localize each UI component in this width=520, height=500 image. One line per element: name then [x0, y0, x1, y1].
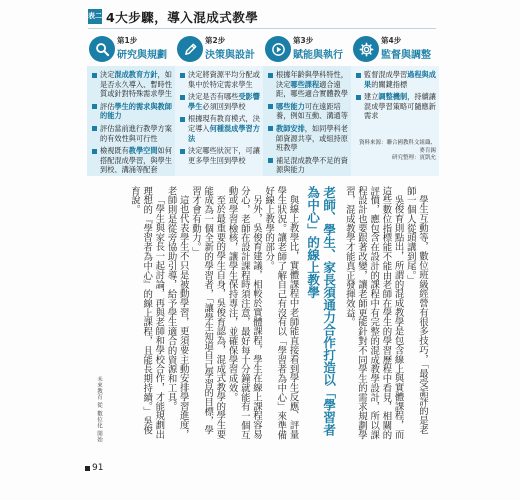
list-item	[92, 70, 172, 99]
step-number: 第2步	[205, 36, 226, 45]
bullet-square-icon	[268, 73, 273, 78]
research-credit: 研究整理：賓凱允	[391, 155, 436, 161]
list-item	[180, 70, 260, 89]
step-body	[175, 66, 263, 176]
list-item	[268, 156, 348, 175]
step-header	[87, 32, 175, 66]
step-name: 監督與調整	[381, 50, 431, 61]
bullet-square-icon	[268, 126, 273, 131]
page-number-marker	[85, 466, 90, 471]
pencil-icon	[177, 36, 203, 62]
bullet-square-icon	[180, 149, 185, 154]
bullet-text: 根據現有教育模式，決定導入何種混成學習方法	[188, 114, 260, 143]
step-1	[87, 32, 175, 176]
list-item	[268, 124, 348, 153]
article-body	[100, 186, 428, 440]
bullet-square-icon	[356, 95, 361, 100]
bullet-text: 建立調整機制，持續讓混成學習策略可隨應新需求	[364, 92, 436, 121]
step-body	[87, 66, 175, 176]
list-item	[180, 114, 260, 143]
page-number: 91	[92, 463, 104, 473]
step-number: 第1步	[117, 36, 138, 45]
step-header	[263, 32, 351, 66]
bullet-square-icon	[180, 95, 185, 100]
figure-source	[356, 140, 436, 163]
step-body	[263, 66, 351, 176]
bullet-square-icon	[92, 73, 97, 78]
bullet-text: 決定混成教育方針，如是否永久導入、暫時性質或針對特殊需求學生	[100, 70, 172, 99]
bullet-text: 教師安排，如同學科老師資源共享，或組持原班教學	[276, 123, 348, 153]
bullet-square-icon	[92, 104, 97, 109]
article-paragraph: 「學生與家長一起討論，再與老師和學校合作，才能規劃出理想的『學習者為中心』的線上課程，且能長期持續。」吳俊育說。	[128, 186, 165, 440]
list-item	[356, 70, 436, 89]
step-2	[175, 32, 263, 176]
step-number: 第3步	[293, 36, 314, 45]
step-header	[175, 32, 263, 66]
bullet-text: 根據年齡與學科特性，決定哪些課程適合遠距，哪些適合實體教學	[276, 70, 348, 99]
list-item	[92, 102, 172, 121]
list-item	[180, 92, 260, 111]
bullet-text: 監督混成學習過程與成果的關鍵指標	[364, 70, 436, 89]
article-paragraph: 另外，吳俊育建議，相較於實體課程，學生在線上課程容易分心，老師在設計課程時須注意，最好每十分鐘就能有一個互動或學習檢核，讓學生保持專注，並確保學習成效。	[226, 186, 262, 440]
bullet-square-icon	[268, 158, 273, 163]
bullet-square-icon	[268, 104, 273, 109]
source-line: 資料來源：聯合國教科文組織、麥肯錫	[358, 140, 436, 154]
bullet-text: 決定將資源平均分配或集中於特定需求學生	[188, 70, 260, 89]
step-name: 賦能與執行	[293, 50, 343, 61]
bullet-text: 決定哪些狀況下，可讓更多學生回到學校	[188, 146, 260, 165]
figure-badge: 表二	[88, 9, 102, 24]
bullet-text: 評估當前進行教學方案的有效性與可行性	[100, 123, 172, 143]
article-paragraph: 吳俊育則點出，所謂的混成教學是包含線上與實體課程，而這些數位指標能不能由老師在學生的學習歷程中看見，相關的評價，應包含在設計的課程中有完整的混成教學設計，所以課程設計也要跟著改變，讓老師更能針對不同學生的需求規劃學習，混成教學才能真正發揮效益。	[343, 186, 404, 440]
list-item	[92, 124, 172, 143]
figure-title: 4大步驟，導入混成式教學	[106, 10, 259, 25]
bullet-square-icon	[180, 73, 185, 78]
list-item	[92, 146, 172, 175]
article-subhead: 老師、學生、家長須通力合作打造以「學習者為中心」的線上教學	[305, 186, 337, 436]
list-item	[268, 102, 348, 121]
bullet-text: 評估學生的需求與教師的能力	[100, 101, 172, 121]
article-paragraph: 學生互動等，數位班級經營有很多技巧，「最受詬評的是老師一個人從頭講到尾。」	[404, 186, 428, 435]
step-name: 研究與規劃	[117, 50, 167, 61]
bullet-square-icon	[356, 73, 361, 78]
step-header	[351, 32, 439, 66]
step-3	[263, 32, 351, 176]
step-name: 決策與設計	[205, 50, 255, 61]
list-item	[268, 70, 348, 99]
bullet-text: 哪些能力可在遠距培養，例如互動、溝通等	[276, 101, 348, 121]
article-paragraph: 與線上教學比，實體課程中老師能直接看到學生反應、評量學生狀況。讓老師了解自己有沒有以「學習者為中心」來準備好線上教學的部分。	[263, 186, 299, 440]
bullet-text: 決定是否有哪些受影響學生必須回到學校	[188, 92, 260, 111]
gear-icon	[353, 36, 379, 62]
list-item	[180, 146, 260, 165]
bullet-square-icon	[180, 117, 185, 122]
article-paragraph: 這也代表學生不只是被動學習，更須要主動安排學習進度，老師則是從旁協助引導，給予學生適合的資源和工具。	[165, 186, 189, 440]
bullet-text: 檢視既有教學空間如何搭配混成學習，與學生到校、溝涌等配套	[100, 146, 172, 175]
bullet-text: 補足混成教學不足的資源與能力	[276, 155, 348, 175]
header-divider	[88, 28, 436, 29]
bullet-square-icon	[92, 149, 97, 154]
list-item	[356, 92, 436, 121]
bullet-square-icon	[92, 126, 97, 131]
article-paragraph: 至於最重要的學生自身，吳俊育認為，混成式教學的學生要能成為一個全新的學習者，「讓學生知道自己學習的目標，學習才會有動力。」	[189, 186, 226, 440]
step-number: 第4步	[381, 36, 402, 45]
running-head: 未來教育 從 數位化 開始	[96, 376, 102, 443]
magnifier-icon	[89, 36, 115, 62]
play-icon	[265, 36, 291, 62]
